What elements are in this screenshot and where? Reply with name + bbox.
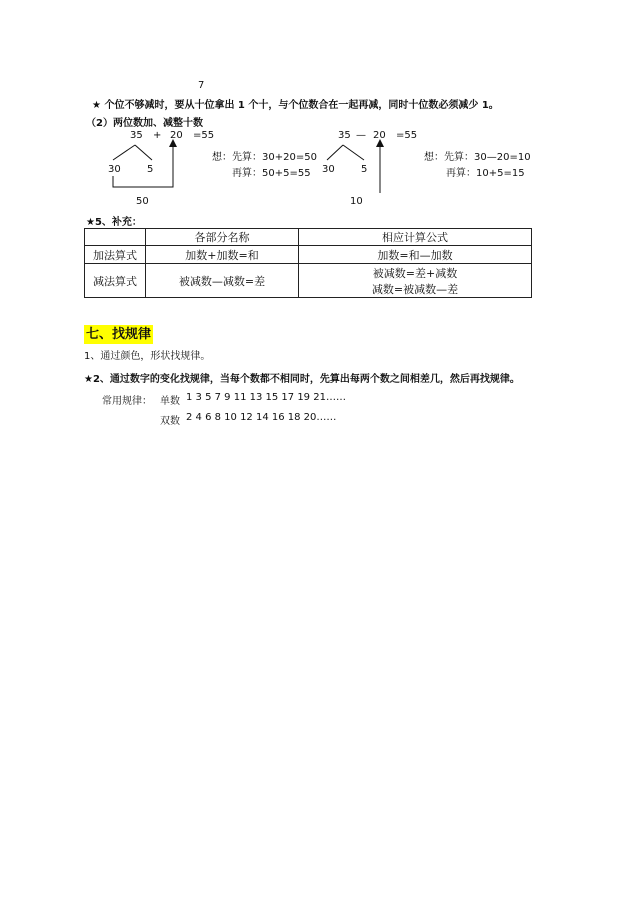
addition-split-line-right	[135, 145, 152, 160]
table-row	[85, 246, 532, 264]
row-label: 加法算式	[85, 246, 146, 264]
table-row	[85, 264, 532, 298]
addition-think-step2: 再算：50+5=55	[232, 168, 311, 179]
subsection-title: （2）两位数加、减整十数	[86, 118, 203, 129]
addition-arrow	[113, 143, 173, 187]
common-rules-label: 常用规律：	[102, 396, 152, 407]
rule-one: 1、通过颜色，形状找规律。	[84, 351, 211, 362]
addition-partial-sum: 50	[136, 196, 149, 207]
addition-split-line-left	[113, 145, 135, 160]
borrow-tip: ★ 个位不够减时，要从十位拿出 1 个十，与个位数合在一起再减，同时十位数必须减少 1。	[92, 100, 499, 111]
subtraction-partial-diff: 10	[350, 196, 363, 207]
row-names: 加数+加数=和	[146, 246, 299, 264]
row-formula: 加数=和—加数	[299, 246, 532, 264]
even-label: 双数	[160, 416, 180, 427]
formula-line: 减数=被减数—差	[371, 282, 459, 296]
addition-split-tens: 30	[108, 164, 121, 175]
subtraction-num-b: 20	[373, 130, 386, 141]
addition-think-step1: 想：先算：30+20=50	[212, 152, 317, 163]
subtraction-split-line-right	[343, 145, 364, 160]
addition-split-ones: 5	[147, 164, 154, 175]
odd-label: 单数	[160, 396, 180, 407]
table-header-cell: 相应计算公式	[299, 229, 532, 246]
row-names: 被减数—减数=差	[146, 264, 299, 298]
formula-line: 被减数=差+减数	[372, 266, 458, 280]
row-label: 减法算式	[85, 264, 146, 298]
rule-two: ★2、通过数字的变化找规律，当每个数都不相同时，先算出每两个数之间相差几，然后再找规律。	[84, 374, 520, 385]
subtraction-think-step2: 再算：10+5=15	[446, 168, 525, 179]
table-header-cell	[85, 229, 146, 246]
addition-num-a: 35	[130, 130, 143, 141]
section-heading	[84, 323, 153, 342]
subtraction-num-a: 35	[338, 130, 351, 141]
subtraction-result: =55	[396, 130, 418, 141]
addition-num-b: 20	[170, 130, 183, 141]
even-number-sequence: 2 4 6 8 10 12 14 16 18 20……	[186, 412, 337, 423]
row-formula	[299, 264, 532, 298]
odd-number-sequence: 1 3 5 7 9 11 13 15 17 19 21……	[186, 392, 346, 403]
page-number: 7	[198, 80, 205, 91]
subtraction-split-line-left	[327, 145, 343, 160]
subtraction-operator: —	[356, 130, 366, 141]
addition-operator: +	[153, 130, 162, 141]
table-header-cell: 各部分名称	[146, 229, 299, 246]
section-title: 七、找规律	[86, 327, 152, 342]
subtraction-split-tens: 30	[322, 164, 335, 175]
addition-result: =55	[193, 130, 215, 141]
subtraction-split-ones: 5	[361, 164, 368, 175]
formula-table	[84, 228, 532, 298]
table-header-row	[85, 229, 532, 246]
supplement-title: ★5、补充：	[86, 217, 142, 228]
subtraction-think-step1: 想：先算：30—20=10	[424, 152, 531, 163]
